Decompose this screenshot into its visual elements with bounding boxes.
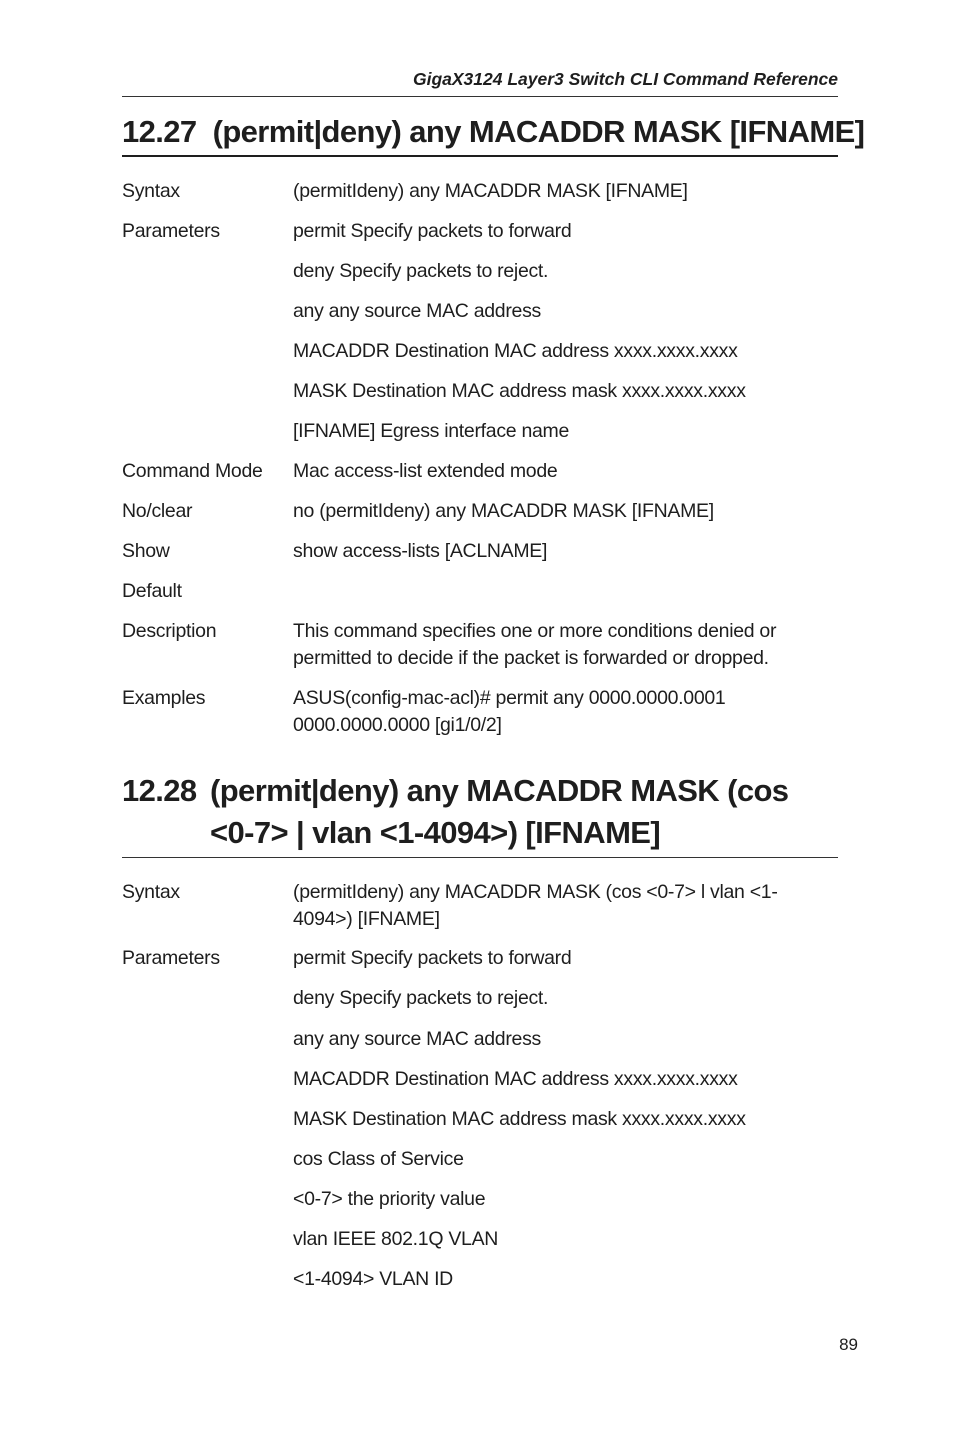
row-value: show access-lists [ACLNAME] xyxy=(293,540,548,562)
row-value: MACADDR Destination MAC address xxxx.xxxx.xxxx xyxy=(293,1068,738,1090)
row-value: cos Class of Service xyxy=(293,1148,464,1170)
row-label: Command Mode xyxy=(122,460,263,482)
row-value: permit Specify packets to forward xyxy=(293,947,572,969)
section-title-line-2: <0-7> | vlan <1-4094>) [IFNAME] xyxy=(210,815,661,850)
row-label: Parameters xyxy=(122,220,220,242)
row-value: MASK Destination MAC address mask xxxx.xxxx.xxxx xyxy=(293,380,746,402)
section-title: (permit|deny) any MACADDR MASK [IFNAME] xyxy=(212,114,865,149)
section-heading-12-27 xyxy=(122,114,865,150)
row-label: Parameters xyxy=(122,947,220,969)
row-label: Default xyxy=(122,580,182,602)
row-value: This command specifies one or more conditions denied or permitted to decide if the packet is forwarded or dropped. xyxy=(293,620,777,669)
row-value: ASUS(config-mac-acl)# permit any 0000.0000.0001 0000.0000.0000 [gi1/0/2] xyxy=(293,687,726,736)
row-value: deny Specify packets to reject. xyxy=(293,987,549,1009)
row-value: MASK Destination MAC address mask xxxx.xxxx.xxxx xyxy=(293,1108,746,1130)
section-rule xyxy=(122,857,838,858)
section-heading-12-28 xyxy=(122,770,788,854)
row-value: <0-7> the priority value xyxy=(293,1188,486,1210)
section-number: 12.28 xyxy=(122,773,197,808)
header-rule xyxy=(122,96,838,97)
section-heading-line-1 xyxy=(122,770,788,812)
row-label: Description xyxy=(122,620,217,642)
row-value: permit Specify packets to forward xyxy=(293,220,572,242)
section-title-line-1: (permit|deny) any MACADDR MASK (cos xyxy=(210,773,789,808)
page-number: 89 xyxy=(839,1335,858,1354)
row-value: vlan IEEE 802.1Q VLAN xyxy=(293,1228,499,1250)
row-label: Examples xyxy=(122,687,206,709)
row-label: Show xyxy=(122,540,170,562)
row-value: (permitIdeny) any MACADDR MASK (cos <0-7> l vlan <1-4094>) [IFNAME] xyxy=(293,881,778,930)
section-rule xyxy=(122,155,838,157)
row-value: any any source MAC address xyxy=(293,300,541,322)
row-value: <1-4094> VLAN ID xyxy=(293,1268,453,1290)
row-label: Syntax xyxy=(122,180,180,202)
row-label: Syntax xyxy=(122,881,180,903)
row-value: (permitIdeny) any MACADDR MASK [IFNAME] xyxy=(293,180,688,202)
row-value: MACADDR Destination MAC address xxxx.xxxx.xxxx xyxy=(293,340,738,362)
running-header: GigaX3124 Layer3 Switch CLI Command Reference xyxy=(412,69,838,89)
row-value: no (permitIdeny) any MACADDR MASK [IFNAME] xyxy=(293,500,714,522)
section-number: 12.27 xyxy=(122,114,197,149)
row-label: No/clear xyxy=(122,500,193,522)
row-value: [IFNAME] Egress interface name xyxy=(293,420,570,442)
row-value: Mac access-list extended mode xyxy=(293,460,558,482)
row-value: any any source MAC address xyxy=(293,1028,541,1050)
row-value: deny Specify packets to reject. xyxy=(293,260,549,282)
